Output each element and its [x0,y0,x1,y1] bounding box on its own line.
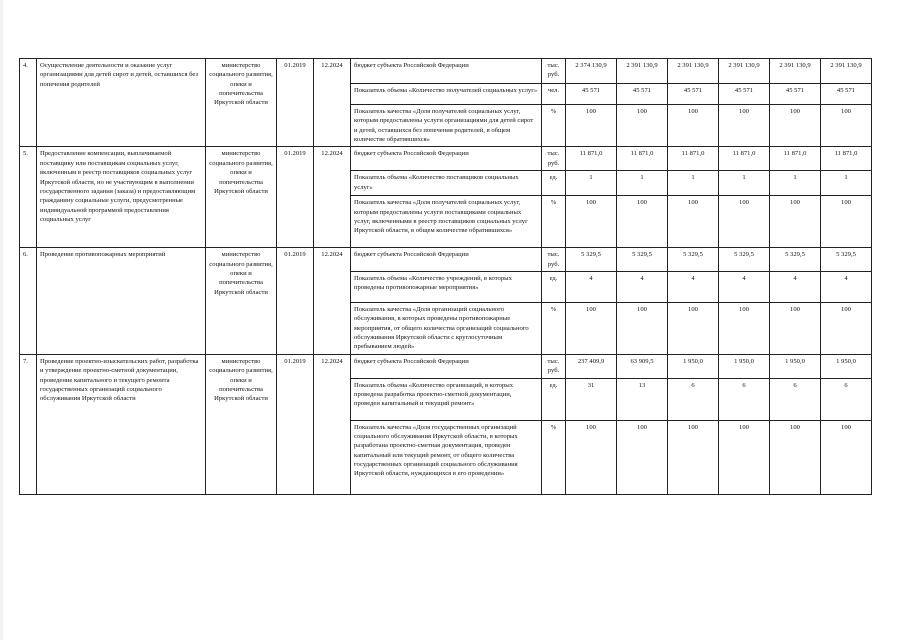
table-body [20,59,872,495]
value-cell: 100 [566,420,617,494]
indicator-text: бюджет субъекта Российской Федерации [351,248,542,272]
value-cell: 1 950,0 [668,354,719,378]
activity-name: Осуществление деятельности и оказание услуг организациями для детей сирот и детей, оставшихся без попечения родителей [37,59,206,147]
value-cell: 100 [566,302,617,354]
value-cell: 2 391 130,9 [617,59,668,84]
value-cell: 45 571 [617,84,668,105]
value-cell: 11 871,0 [617,147,668,171]
value-cell: 100 [719,105,770,147]
value-cell: 11 871,0 [566,147,617,171]
table-row [20,147,872,171]
indicator-text: Показатель качества «Доля получателей социальных услуг, которым предоставлены услуги поставщиками социальных услуг, включенными в реестр поставщиков социальных услуг Иркутской области, в общем количестве обратившихся» [351,196,542,248]
value-cell: 45 571 [566,84,617,105]
indicator-text: Показатель качества «Доля государственных организаций социального обслуживания Иркутской области, в которых разработана проектно-сметная документация, проведен капитальный или текущий ремонт, от общего количества государственных организаций социального обслуживания Иркутской области, нуждающихся в его проведении» [351,420,542,494]
unit-cell: % [542,196,566,248]
value-cell: 100 [719,420,770,494]
value-cell: 6 [719,378,770,420]
value-cell: 5 329,5 [668,248,719,272]
executor-cell: министерство социального развития, опеки и попечительства Иркутской области [206,147,277,248]
indicator-text: бюджет субъекта Российской Федерации [351,354,542,378]
value-cell: 1 950,0 [719,354,770,378]
executor-cell: министерство социального развития, опеки и попечительства Иркутской области [206,354,277,494]
end-date: 12.2024 [314,147,351,248]
unit-cell: тыс. руб. [542,354,566,378]
indicator-text: Показатель объема «Количество организаций, в которых проведена разработка проектно-сметной документации, проведен капитальный и текущий ремонт» [351,378,542,420]
value-cell: 100 [617,105,668,147]
value-cell: 1 [719,171,770,196]
value-cell: 1 [617,171,668,196]
end-date: 12.2024 [314,354,351,494]
unit-cell: чел. [542,84,566,105]
value-cell: 4 [617,271,668,302]
value-cell: 237 409,9 [566,354,617,378]
value-cell: 100 [668,196,719,248]
value-cell: 100 [770,105,821,147]
start-date: 01.2019 [277,147,314,248]
value-cell: 5 329,5 [770,248,821,272]
row-number: 7. [20,354,37,494]
unit-cell: ед. [542,271,566,302]
table-row [20,59,872,84]
value-cell: 2 391 130,9 [770,59,821,84]
value-cell: 2 391 130,9 [821,59,872,84]
value-cell: 6 [668,378,719,420]
value-cell: 2 374 130,9 [566,59,617,84]
value-cell: 11 871,0 [668,147,719,171]
value-cell: 100 [821,105,872,147]
value-cell: 5 329,5 [719,248,770,272]
value-cell: 11 871,0 [770,147,821,171]
indicator-text: Показатель объема «Количество получателей социальных услуг» [351,84,542,105]
unit-cell: тыс. руб. [542,147,566,171]
start-date: 01.2019 [277,59,314,147]
value-cell: 63 909,5 [617,354,668,378]
unit-cell: ед. [542,378,566,420]
value-cell: 1 950,0 [770,354,821,378]
value-cell: 45 571 [821,84,872,105]
value-cell: 5 329,5 [821,248,872,272]
value-cell: 1 [770,171,821,196]
value-cell: 100 [719,302,770,354]
program-activities-table [19,58,872,495]
value-cell: 100 [770,302,821,354]
value-cell: 1 [821,171,872,196]
row-number: 6. [20,248,37,355]
value-cell: 100 [821,196,872,248]
value-cell: 2 391 130,9 [668,59,719,84]
value-cell: 100 [668,420,719,494]
value-cell: 100 [617,420,668,494]
unit-cell: % [542,420,566,494]
value-cell: 100 [668,105,719,147]
value-cell: 45 571 [770,84,821,105]
indicator-text: Показатель объема «Количество поставщиков социальных услуг» [351,171,542,196]
value-cell: 100 [770,420,821,494]
end-date: 12.2024 [314,248,351,355]
value-cell: 31 [566,378,617,420]
indicator-text: бюджет субъекта Российской Федерации [351,59,542,84]
value-cell: 4 [719,271,770,302]
value-cell: 100 [668,302,719,354]
value-cell: 100 [719,196,770,248]
value-cell: 1 [566,171,617,196]
value-cell: 100 [566,196,617,248]
value-cell: 4 [770,271,821,302]
activity-name: Проведение противопожарных мероприятий [37,248,206,355]
value-cell: 100 [617,196,668,248]
value-cell: 100 [566,105,617,147]
value-cell: 5 329,5 [617,248,668,272]
value-cell: 100 [821,420,872,494]
unit-cell: % [542,105,566,147]
value-cell: 11 871,0 [719,147,770,171]
executor-cell: министерство социального развития, опеки и попечительства Иркутской области [206,59,277,147]
indicator-text: Показатель объема «Количество учреждений, в которых проведены противопожарные мероприятия» [351,271,542,302]
value-cell: 6 [821,378,872,420]
unit-cell: тыс. руб. [542,59,566,84]
activity-name: Проведение проектно-изыскательских работ, разработка и утверждение проектно-сметной документации, проведение капитального и текущего ремонта государственных организаций социального обслуживания Иркутской области [37,354,206,494]
indicator-text: бюджет субъекта Российской Федерации [351,147,542,171]
value-cell: 4 [821,271,872,302]
indicator-text: Показатель качества «Доля получателей социальных услуг, которым предоставлены услуги организациями для детей сирот и детей, оставшихся без попечения родителей, в общем количестве обратившихся» [351,105,542,147]
activity-name: Предоставление компенсации, выплачиваемой поставщику или поставщикам социальных услуг, включенным в реестр поставщиков социальных услуг Иркутской области, но не участвующим в выполнении государственного задания (заказа) и предоставляющим гражданину социальные услуги, предусмотренные индивидуальной программой предоставления социальных услуг [37,147,206,248]
row-number: 5. [20,147,37,248]
value-cell: 11 871,0 [821,147,872,171]
scan-edge [0,0,3,640]
value-cell: 1 [668,171,719,196]
value-cell: 1 950,0 [821,354,872,378]
indicator-text: Показатель качества «Доля организаций социального обслуживания, в которых проведены противопожарные мероприятия, от общего количества организаций социального обслуживания Иркутской области с круглосуточным пребыванием людей» [351,302,542,354]
table-row [20,248,872,272]
value-cell: 45 571 [668,84,719,105]
table-row [20,354,872,378]
value-cell: 45 571 [719,84,770,105]
start-date: 01.2019 [277,354,314,494]
value-cell: 4 [668,271,719,302]
value-cell: 13 [617,378,668,420]
value-cell: 6 [770,378,821,420]
unit-cell: ед. [542,171,566,196]
value-cell: 100 [821,302,872,354]
value-cell: 2 391 130,9 [719,59,770,84]
unit-cell: % [542,302,566,354]
end-date: 12.2024 [314,59,351,147]
value-cell: 4 [566,271,617,302]
unit-cell: тыс. руб. [542,248,566,272]
value-cell: 5 329,5 [566,248,617,272]
row-number: 4. [20,59,37,147]
value-cell: 100 [617,302,668,354]
start-date: 01.2019 [277,248,314,355]
value-cell: 100 [770,196,821,248]
executor-cell: министерство социального развития, опеки и попечительства Иркутской области [206,248,277,355]
